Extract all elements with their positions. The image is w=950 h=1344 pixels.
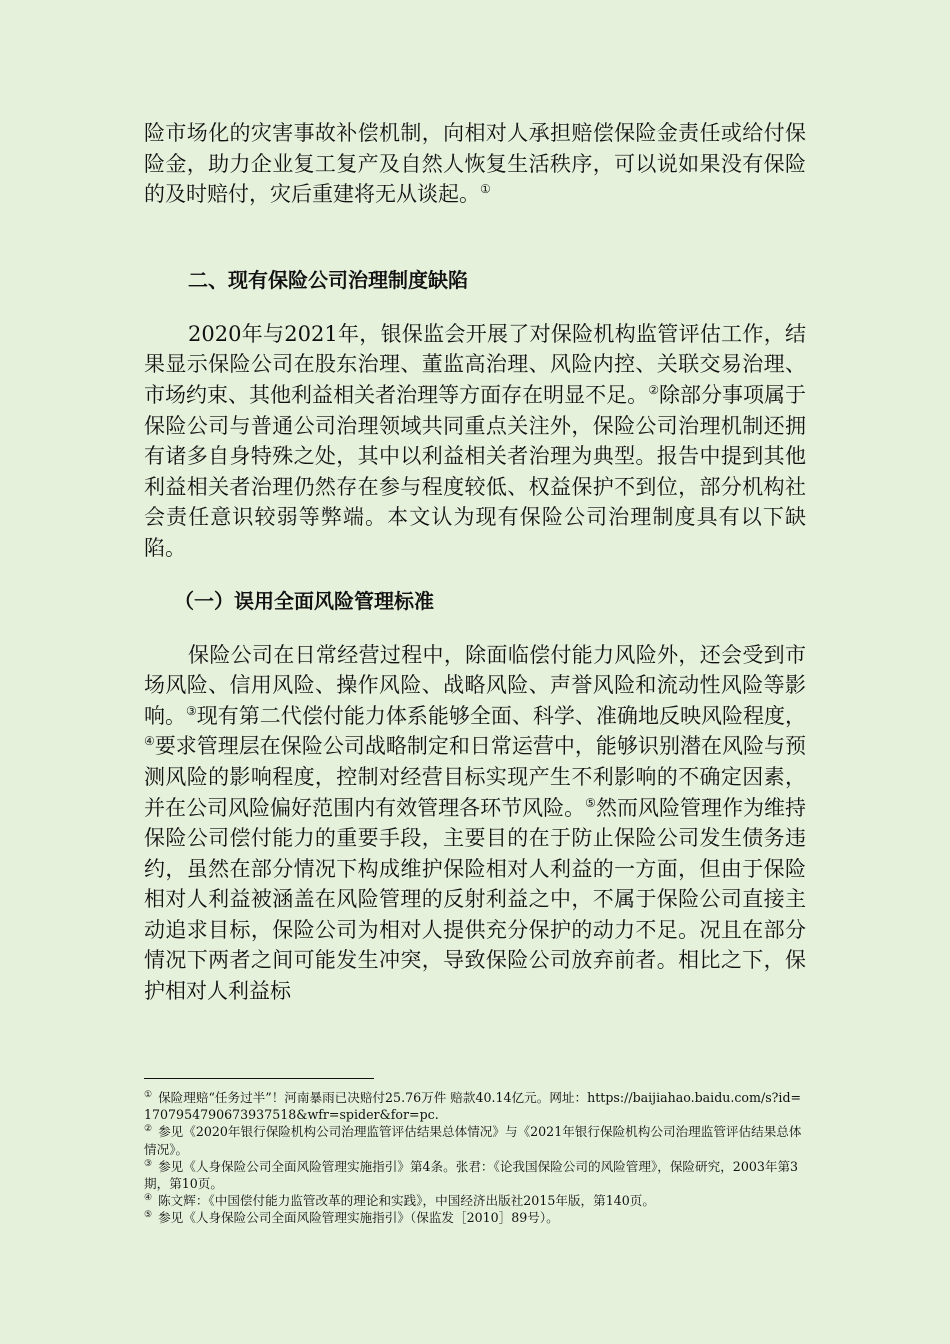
- footnote-mark: ④: [144, 1193, 153, 1204]
- section-heading: 二、现有保险公司治理制度缺陷: [188, 267, 468, 292]
- footnote: ⑤ 参见《人身保险公司全面风险管理实施指引》（保监发［2010］89号）。: [144, 1210, 559, 1226]
- footnote-mark: ②: [144, 1124, 153, 1135]
- section-paragraph: 2020年与2021年，银保监会开展了对保险机构监管评估工作，结果显示保险公司在股东治理、董监高治理、风险内控、关联交易治理、市场约束、其他利益相关者治理等方面存在明显不足。②除部分事项属于保险公司与普通公司治理领域共同重点关注外，保险公司治理机制还拥有诸多自身特殊之处，其中以利益相关者治理为典型。报告中提到其他利益相关者治理仍然存在参与程度较低、权益保护不到位，部分机构社会责任意识较弱等弊端。本文认为现有保险公司治理制度具有以下缺陷。: [144, 321, 806, 560]
- footnote: ① 保险理赔“任务过半”！河南暴雨已决赔付25.76万件 赔款40.14亿元。网址：https://baijiahao.baidu.com/s?id=1707954790673937518&wfr=spider&for=pc.: [144, 1089, 802, 1123]
- footnote-ref-1[interactable]: ①: [480, 182, 491, 197]
- footnote-ref-3[interactable]: ③: [186, 703, 197, 718]
- footnote-mark: ①: [144, 1089, 153, 1100]
- subsection-paragraph: 保险公司在日常经营过程中，除面临偿付能力风险外，还会受到市场风险、信用风险、操作风险、战略风险、声誉风险和流动性风险等影响。③现有第二代偿付能力体系能够全面、科学、准确地反映风险程度，④要求管理层在保险公司战略制定和日常运营中，能够识别潜在风险与预测风险的影响程度，控制对经营目标实现产生不利影响的不确定因素，并在公司风险偏好范围内有效管理各环节风险。⑤然而风险管理作为维持保险公司偿付能力的重要手段，主要目的在于防止保险公司发生债务违约，虽然在部分情况下构成维护保险相对人利益的一方面，但由于保险相对人利益被涵盖在风险管理的反射利益之中，不属于保险公司直接主动追求目标，保险公司为相对人提供充分保护的动力不足。况且在部分情况下两者之间可能发生冲突，导致保险公司放弃前者。相比之下，保护相对人利益标: [144, 642, 807, 1004]
- footnote-ref-2[interactable]: ②: [648, 382, 659, 397]
- body-text: [144, 118, 806, 1007]
- subsection-heading: （一）误用全面风险管理标准: [174, 588, 434, 613]
- footnotes: [144, 1089, 806, 1227]
- continuation-paragraph: 险市场化的灾害事故补偿机制，向相对人承担赔偿保险金责任或给付保险金，助力企业复工复产及自然人恢复生活秩序，可以说如果没有保险的及时赔付，灾后重建将无从谈起。①: [144, 121, 806, 207]
- footnote-mark: ③: [144, 1158, 153, 1169]
- footnote: ③ 参见《人身保险公司全面风险管理实施指引》第4条。张君：《论我国保险公司的风险管理》，保险研究，2003年第3期，第10页。: [144, 1158, 799, 1192]
- footnote: ④ 陈文辉：《中国偿付能力监管改革的理论和实践》，中国经济出版社2015年版，第140页。: [144, 1193, 655, 1209]
- footnote: ② 参见《2020年银行保险机构公司治理监管评估结果总体情况》与《2021年银行保险机构公司治理监管评估结果总体情况》。: [144, 1124, 802, 1157]
- footnote-divider: [144, 1078, 374, 1079]
- footnote-ref-4[interactable]: ④: [144, 734, 155, 749]
- footnote-mark: ⑤: [144, 1210, 153, 1221]
- footnote-ref-5[interactable]: ⑤: [585, 795, 596, 810]
